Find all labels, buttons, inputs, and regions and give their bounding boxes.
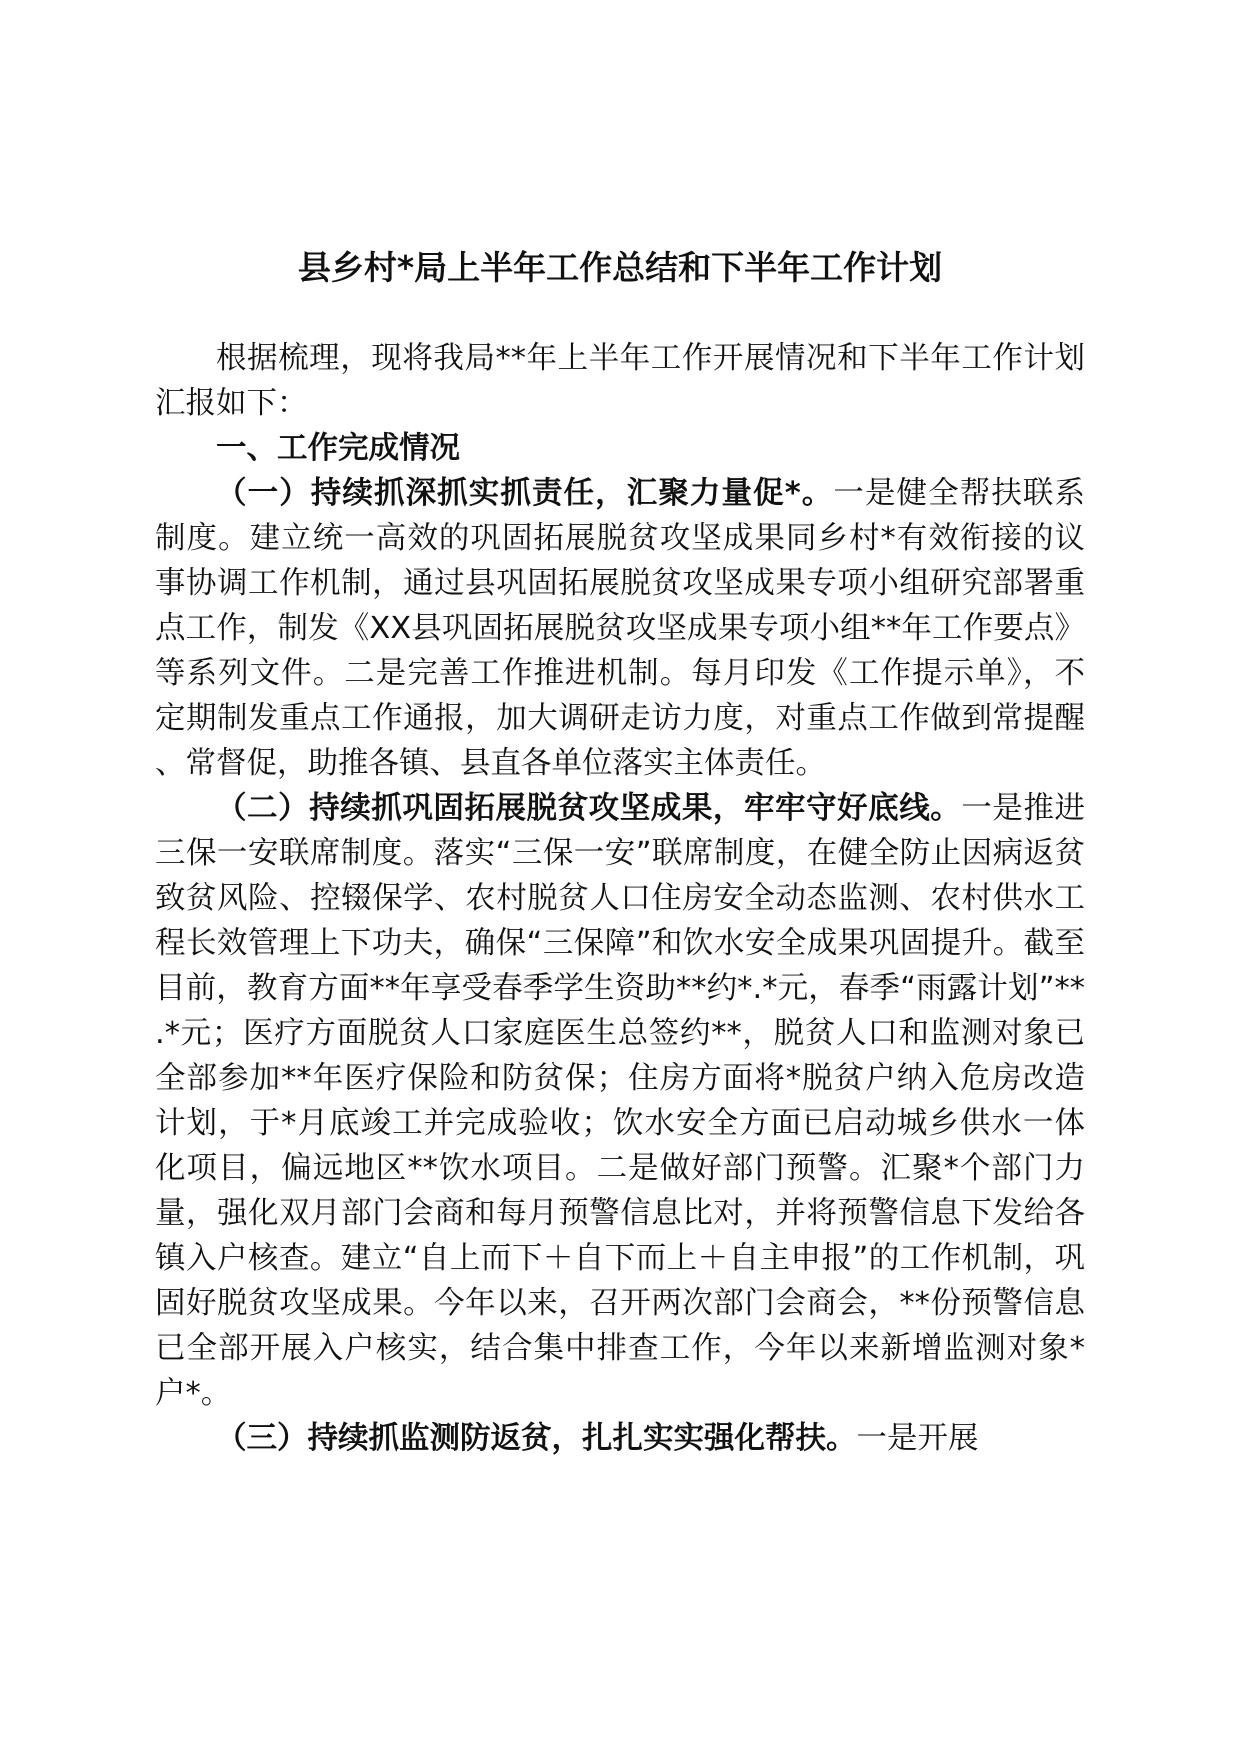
- item-text-1: 一是健全帮扶联系制度。建立统一高效的巩固拓展脱贫攻坚成果同乡村*有效衔接的议事协调工作机制，通过县巩固拓展脱贫攻坚成果专项小组研究部署重点工作，制发《XX县巩固拓展脱贫攻坚成果专项小组**年工作要点》等系列文件。二是完善工作推进机制。每月印发《工作提示单》，不定期制发重点工作通报，加大调研走访力度，对重点工作做到常提醒、常督促，助推各镇、县直各单位落实主体责任。: [155, 476, 1086, 781]
- item-paragraph-1: [155, 471, 1085, 786]
- document-title: 县乡村*局上半年工作总结和下半年工作计划: [297, 248, 943, 287]
- section-heading: 一、工作完成情况: [216, 431, 460, 466]
- item-lead-1: （一）持续抓深抓实抓责任，汇聚力量促*。: [216, 476, 834, 511]
- item-paragraph-2: [155, 786, 1085, 1416]
- item-paragraph-3: [155, 1416, 1085, 1461]
- document-body: [155, 336, 1085, 1461]
- intro-paragraph: 根据梳理，现将我局**年上半年工作开展情况和下半年工作计划汇报如下：: [155, 341, 1085, 421]
- item-lead-2: （二）持续抓巩固拓展脱贫攻坚成果，牢牢守好底线。: [216, 791, 962, 826]
- item-text-2: 一是推进三保一安联席制度。落实“三保一安”联席制度，在健全防止因病返贫致贫风险、控辍保学、农村脱贫人口住房安全动态监测、农村供水工程长效管理上下功夫，确保“三保障”和饮水安全成果巩固提升。截至目前，教育方面**年享受春季学生资助**约*.*元，春季“雨露计划”**.*元；医疗方面脱贫人口家庭医生总签约**，脱贫人口和监测对象已全部参加**年医疗保险和防贫保；住房方面将*脱贫户纳入危房改造计划，于*月底竣工并完成验收；饮水安全方面已启动城乡供水一体化项目，偏远地区**饮水项目。二是做好部门预警。汇聚*个部门力量，强化双月部门会商和每月预警信息比对，并将预警信息下发给各镇入户核查。建立“自上而下＋自下而上＋自主申报”的工作机制，巩固好脱贫攻坚成果。今年以来，召开两次部门会商会，**份预警信息已全部开展入户核实，结合集中排查工作，今年以来新增监测对象*户*。: [155, 791, 1086, 1411]
- item-text-3: 一是开展: [856, 1421, 979, 1456]
- item-lead-3: （三）持续抓监测防返贫，扎扎实实强化帮扶。: [216, 1421, 857, 1456]
